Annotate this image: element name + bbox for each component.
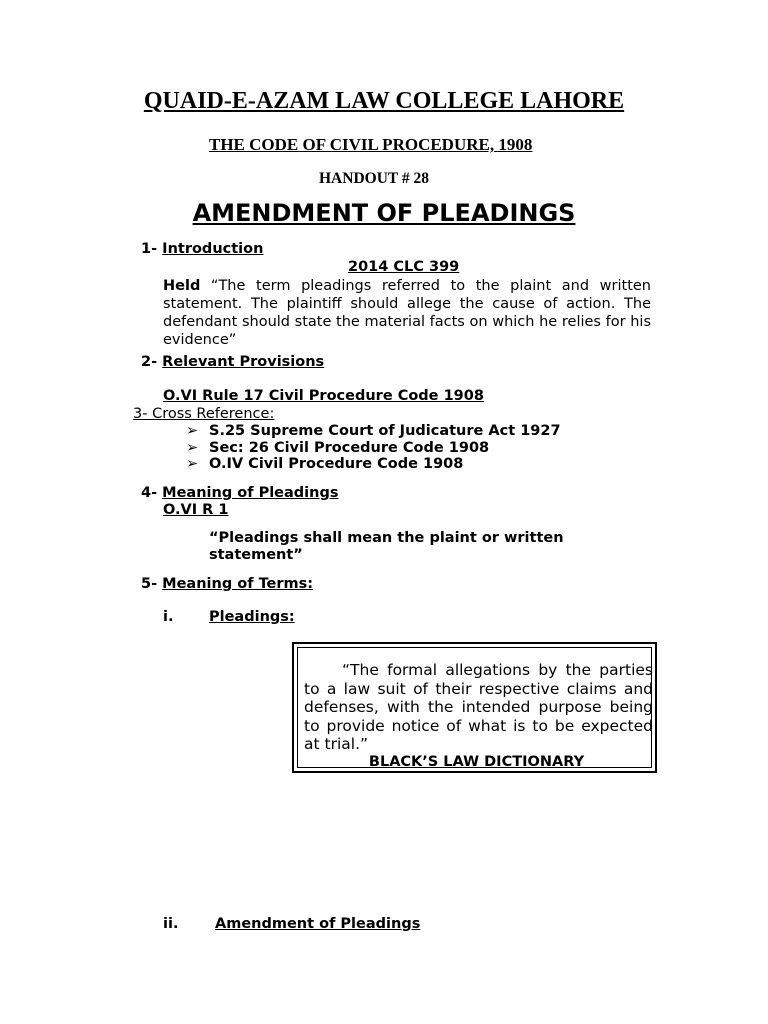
main-title: AMENDMENT OF PLEADINGS bbox=[192, 199, 576, 227]
cross-reference-heading: 3- Cross Reference: bbox=[133, 406, 275, 422]
held-paragraph bbox=[163, 277, 651, 349]
section-4-heading bbox=[141, 485, 338, 501]
section-5-number: 5- bbox=[141, 576, 158, 592]
cross-reference-text: Sec: 26 Civil Procedure Code 1908 bbox=[209, 440, 490, 456]
held-text: “The term pleadings referred to the plaint and written statement. The plaintiff should allege the cause of action. The defendant should state the material facts on which he relies for his evidence” bbox=[163, 278, 651, 348]
section-1-heading bbox=[141, 241, 263, 257]
arrow-bullet-icon: ➢ bbox=[186, 440, 199, 456]
handout-number: HANDOUT # 28 bbox=[319, 170, 429, 187]
section-1-label: Introduction bbox=[162, 241, 264, 257]
section-2-heading bbox=[141, 354, 324, 370]
pleadings-definition-line-1: “Pleadings shall mean the plaint or written bbox=[209, 530, 564, 546]
definition-quote: “The formal allegations by the parties to a law suit of their respective claims and defenses, with the intended purpose being to provide notice of what is to be expected at trial.” bbox=[304, 661, 653, 753]
definition-source: BLACK’S LAW DICTIONARY bbox=[368, 754, 585, 770]
definition-box bbox=[292, 642, 657, 773]
section-2-label: Relevant Provisions bbox=[162, 354, 325, 370]
code-title: THE CODE OF CIVIL PROCEDURE, 1908 bbox=[209, 135, 533, 154]
section-4-label: Meaning of Pleadings bbox=[162, 485, 339, 501]
college-name: QUAID-E-AZAM LAW COLLEGE LAHORE bbox=[143, 88, 625, 114]
arrow-bullet-icon: ➢ bbox=[186, 423, 199, 439]
rule-reference: O.VI R 1 bbox=[163, 502, 229, 518]
section-5-label: Meaning of Terms: bbox=[162, 576, 314, 592]
section-1-number: 1- bbox=[141, 241, 158, 257]
cross-reference-item bbox=[186, 423, 561, 439]
relevant-provision: O.VI Rule 17 Civil Procedure Code 1908 bbox=[163, 388, 484, 404]
cross-reference-text: O.IV Civil Procedure Code 1908 bbox=[209, 456, 464, 472]
pleadings-definition-line-2: statement” bbox=[209, 547, 303, 563]
section-2-number: 2- bbox=[141, 354, 158, 370]
section-4-number: 4- bbox=[141, 485, 158, 501]
arrow-bullet-icon: ➢ bbox=[186, 456, 199, 472]
held-label: Held bbox=[163, 278, 201, 294]
subsection-ii-number: ii. bbox=[163, 916, 179, 932]
section-5-heading bbox=[141, 576, 313, 592]
subsection-i-label: Pleadings: bbox=[209, 609, 295, 625]
case-citation: 2014 CLC 399 bbox=[348, 259, 460, 275]
cross-reference-text: S.25 Supreme Court of Judicature Act 1927 bbox=[209, 423, 561, 439]
subsection-ii-label: Amendment of Pleadings bbox=[215, 916, 421, 932]
cross-reference-item bbox=[186, 440, 489, 456]
cross-reference-item bbox=[186, 456, 463, 472]
subsection-i-number: i. bbox=[163, 609, 174, 625]
